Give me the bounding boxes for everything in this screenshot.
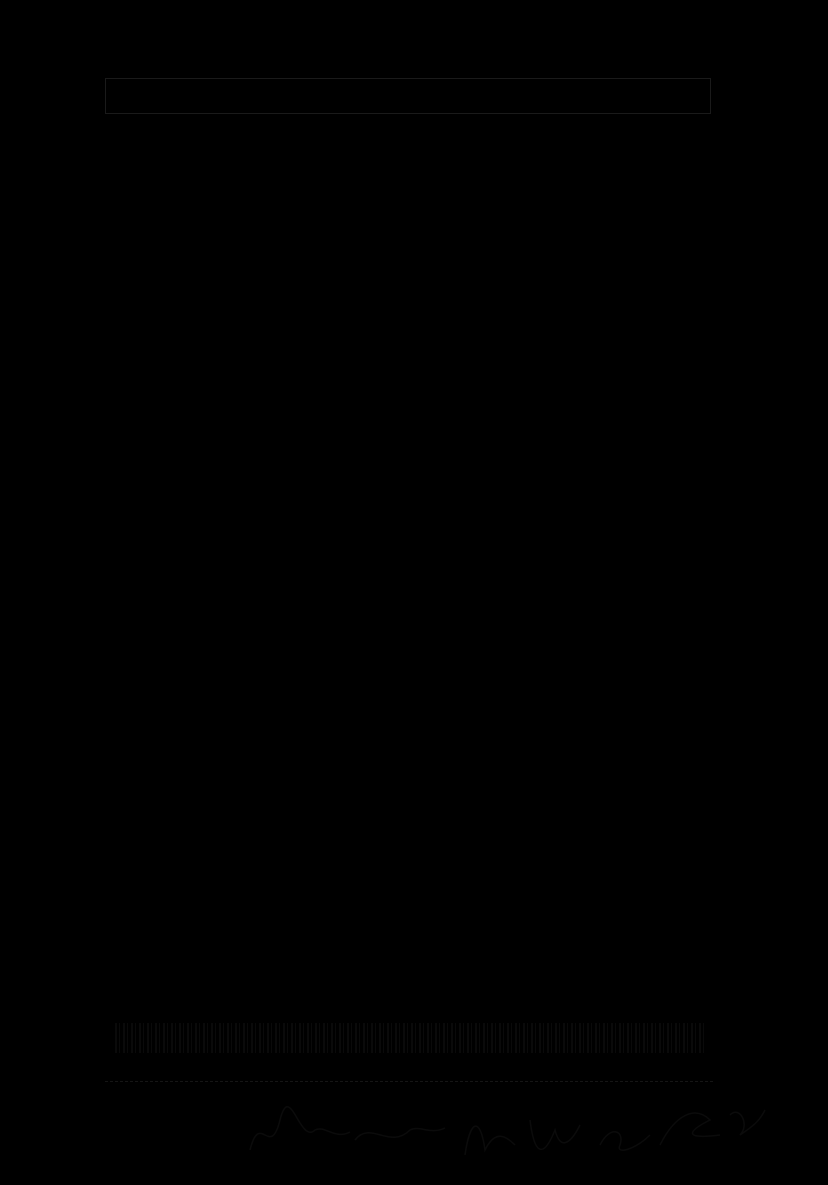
most-votes-line: Największą ważność oddanych głosów otrzymali i zostali wybrani radnymi: — [105, 858, 471, 872]
header-title-text: WYBORY DO RADY GMINY BODZECHÓW w gminie Bodzechów, województwo świętokrzyskie — [163, 91, 650, 105]
list-row — [105, 640, 713, 656]
list-value: 341 — [695, 772, 713, 786]
elected-value: 341 — [695, 926, 713, 940]
list-label: 1) JURYS Małgorzata Helena — [105, 662, 249, 676]
section-b-footnote: 2) — [119, 970, 128, 981]
elected-row — [105, 882, 713, 898]
list-row — [105, 684, 713, 700]
list-row — [105, 838, 713, 854]
section-b-text: W związku z tym, że ........ kandydatów z tej samej listy (lista nr ........) otrzymało największą i równą liczbę głosów: — [130, 972, 689, 986]
footer-footnote: * niepotrzebne skreślić — [105, 1118, 216, 1132]
list-label: Lista nr 17 — KWW "NASZA GMINA BODZECHÓW" — [105, 750, 381, 764]
signature-2 — [355, 1128, 445, 1140]
item-number: 1. — [105, 537, 114, 551]
item-number: 2. — [105, 558, 114, 572]
section-ii-a-letter: A. — [105, 254, 117, 268]
section-ii-b-text: Głosowania nie przeprowadzono w ........ okręgach wyborczych, tj. w okręgu nr ........, nr ........, nr ........, w których liczba zarejestrowanych kandydatów była równa lub mniejsza od liczby mandatów w okręgach. Po obsadzeniu mandatów bez głosowania w okręgach tych pozostaje ........ mandatów nieobsadzonych. — [145, 306, 713, 350]
list-value: 543 — [695, 750, 713, 764]
list-row — [105, 750, 713, 766]
list-row — [105, 772, 713, 788]
section-ii-a-mark — [105, 252, 125, 269]
list-label: Lista nr 4 — KW PLATFORMA OBYWATELSKA RP — [105, 640, 372, 654]
list-row — [105, 794, 713, 810]
list-row — [105, 618, 713, 634]
list-value: 150 — [695, 618, 713, 632]
list-label: 2) CISEK Wiesław — [105, 794, 197, 808]
list-label: Lista nr 16 — KW OSTROWIECKI RUCH SPOŁECZNY — [105, 706, 390, 720]
elected-row — [105, 926, 713, 942]
list-row — [105, 816, 713, 832]
section-b — [105, 970, 713, 987]
section-iii: III. A. Komisja potwierdza, że otrzymała protokoły głosowania od 12 obwodowych komisji wyborczych. Na podstawie tych protokołów Komisja sporządziła zestawienie wyników głosowania w okręgach i uwzględniając liczby głosów ważnych w okręgach wyborczych oraz głosów ważnych oddanych na poszczególne listy kandydatów i kandydatów z tych list, ustaliła następujące wyniki wyborów. — [105, 376, 713, 435]
intro-paragraph: do Rady Gminy Bodzechów sporządzony dnia 28 listopada 2010 r. przez Gminną Komisję Wyborczą w Bodzechowie. — [105, 150, 675, 164]
list-label: 1) JABŁOŃ Maria Elżbieta — [105, 772, 238, 786]
signatures — [240, 1090, 770, 1170]
list-label: Lista nr 1 — KOMITET WYBORCZY SLD — [105, 596, 320, 610]
header-footnote-mark: * — [649, 89, 655, 100]
list-value: 139 — [695, 662, 713, 676]
signature-6 — [660, 1113, 720, 1145]
footer-divider — [105, 1081, 713, 1082]
list-row — [105, 596, 713, 612]
list-value: 66 — [701, 728, 713, 742]
elected-list-row — [105, 948, 713, 964]
signature-7 — [730, 1110, 765, 1135]
item-row — [105, 537, 713, 553]
barcode — [115, 1023, 705, 1053]
elected-list: z listy nr 17 — [105, 948, 162, 962]
list-value: 148 — [695, 838, 713, 852]
list-value: 202 — [695, 794, 713, 808]
signature-3 — [465, 1126, 515, 1155]
list-label: Lista nr 25 — KWW MARIUSZA KRÓL — [105, 816, 307, 830]
list-value: 150 — [695, 596, 713, 610]
item-text: Na poszczególne listy kandydatów i kandydatów z tych list oddano następującą liczbę głosów ważnych: — [145, 558, 646, 572]
header-title — [106, 89, 712, 106]
signature-1 — [250, 1107, 350, 1150]
elected-list-row — [105, 904, 713, 920]
list-label: 2) KOLASA Jan — [105, 684, 185, 698]
section-ii-b-mark: B. — [105, 306, 117, 320]
list-row — [105, 728, 713, 744]
signature-4 — [530, 1120, 580, 1149]
header-box — [105, 78, 711, 114]
list-label: 1) GRUDZIEŃ Grzegorz — [105, 728, 227, 742]
elected-name: JABŁOŃ Maria Elżbieta — [105, 926, 225, 940]
footer-initials-note: Miejsce na parafowanie stron przez członków Komisji obecnych przy sporządzaniu protokołu — [105, 1094, 557, 1108]
list-value: 148 — [695, 816, 713, 830]
section-i: I. Dla wyboru Rady Gminy Bodzechów utworzono 15 okręgów wyborczych. — [105, 198, 476, 212]
list-row — [105, 662, 713, 678]
section-ii-a-text: Wyborów nie przeprowadzono w ........ okręgach wyborczych, tj. okręgu nr ........, nr ........, nr ........, z powodu braku zarejestrowanych list kandydatów na radnych, w związku z tym ........ mandatów pozostaje nieobsadzonych. — [145, 252, 713, 281]
elections-line: Wybory odbyły się. — [105, 484, 200, 498]
item-value: 658 — [695, 537, 713, 551]
section-ii-a-footnote: 1) — [116, 252, 126, 263]
list-value: 12 — [701, 684, 713, 698]
list-label: 1) WÓJCIK Arkadiusz Krzysztof — [105, 618, 266, 632]
voting-line: Głosowanie przeprowadzono. — [105, 510, 249, 524]
elected-committee: KWW "NASZA GMINA BODZECHÓW" — [205, 904, 411, 918]
elected-list: z listy nr 17 — [105, 904, 162, 918]
elected-name: CISEK Wiesław — [105, 882, 184, 896]
section-ii: II. Komisja stwierdziła, co następuje: — [105, 226, 285, 240]
list-label: 1) KRÓL Mariusz — [105, 838, 193, 852]
elected-value: 202 — [695, 882, 713, 896]
section-b-mark: B. — [105, 972, 117, 986]
item-text: Głosów ważnych oddano — [145, 537, 267, 551]
item-row — [105, 558, 713, 592]
list-row — [105, 706, 713, 722]
document-title: PROTOKÓŁ Z WYBORÓW — [319, 123, 497, 138]
list-value: 66 — [701, 706, 713, 720]
elected-committee: KWW "NASZA GMINA BODZECHÓW" — [205, 948, 411, 962]
district-line: Okręg wyborczy nr 1 obejmujący 5 mandaty. — [105, 458, 322, 472]
barcode-number: 6b4f1-ee73-b4f9-4b0d-9101-2e1b-D76-8dba — [281, 1056, 539, 1068]
signature-5 — [600, 1132, 650, 1150]
list-value: 151 — [695, 640, 713, 654]
